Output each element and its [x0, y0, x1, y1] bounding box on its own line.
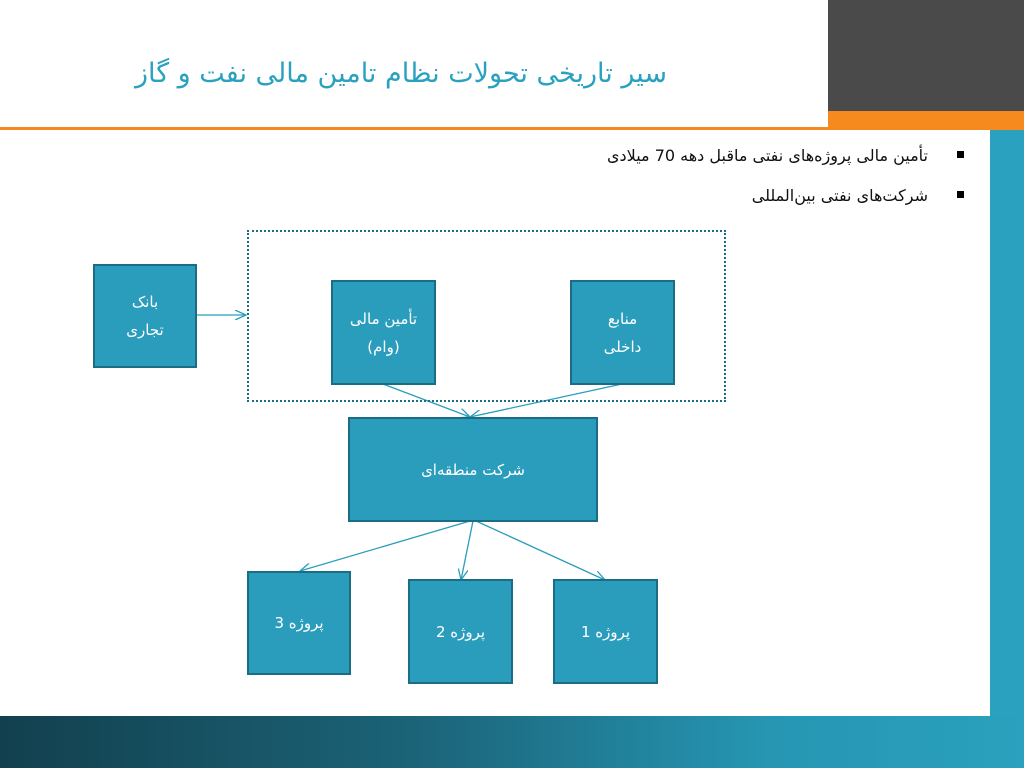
- node-label: شرکت منطقه‌ای: [421, 460, 525, 479]
- node-regional-company: [348, 417, 598, 522]
- node-label: منابع داخلی: [603, 309, 642, 356]
- arrow-company-to-project-1: [476, 521, 605, 580]
- bullet-text: شرکت‌های نفتی بین‌المللی: [751, 186, 928, 205]
- node-label: پروژه 3: [274, 614, 324, 632]
- node-internal-resources: [570, 280, 675, 385]
- node-project-3: [247, 571, 351, 675]
- node-commercial-bank: [93, 264, 197, 368]
- node-financing-loan: [331, 280, 436, 385]
- node-label: پروژه 2: [435, 622, 486, 641]
- arrow-company-to-project-2: [461, 521, 473, 580]
- node-project-1: [553, 579, 658, 684]
- bullet-text: تأمین مالی پروژه‌های نفتی ماقبل دهه 70 میلادی: [607, 146, 928, 165]
- node-label: تأمین مالی (وام): [349, 309, 418, 356]
- node-project-2: [408, 579, 513, 684]
- node-label: پروژه 1: [580, 622, 631, 641]
- arrow-company-to-project-3: [300, 521, 470, 571]
- node-label: بانک تجاری: [126, 293, 164, 339]
- slide-title: سیر تاریخی تحولات نظام تامین مالی نفت و گاز: [134, 58, 667, 89]
